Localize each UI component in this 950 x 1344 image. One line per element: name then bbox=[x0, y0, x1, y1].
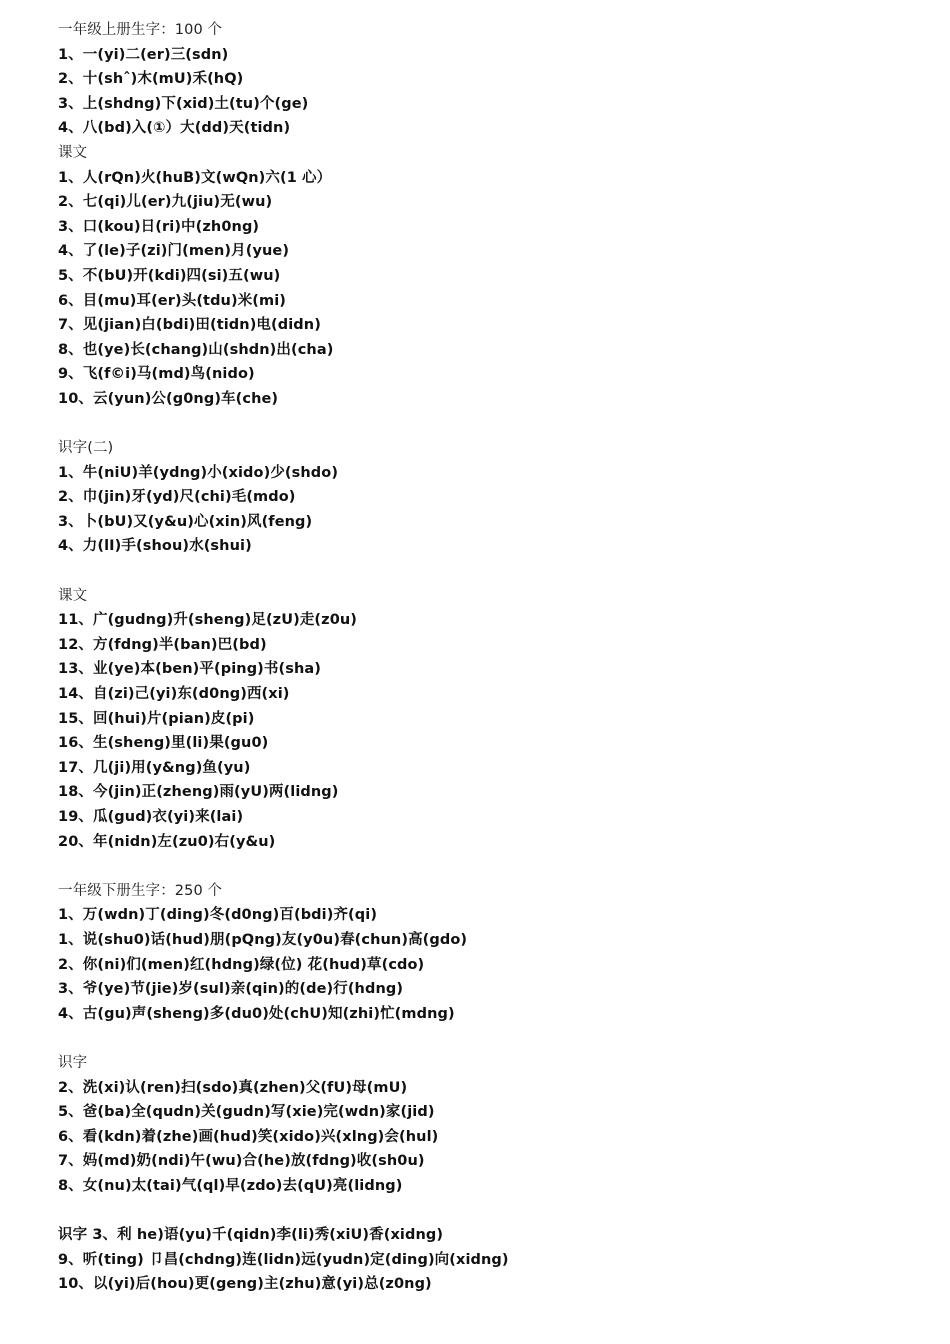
list-item: 3、上(shdng)下(xid)土(tu)个(ge) bbox=[58, 95, 309, 112]
list-item: 1、万(wdn)丁(ding)冬(d0ng)百(bdi)齐(qi) bbox=[58, 907, 378, 924]
list-item: 9、飞(f©i)马(md)鸟(nido) bbox=[58, 366, 255, 383]
list-item: 1、人(rQn)火(huB)文(wQn)六(1 心） bbox=[58, 169, 332, 186]
list-item: 4、古(gu)声(sheng)多(du0)处(chU)知(zhi)忙(mdng) bbox=[58, 1005, 455, 1022]
list-item: 18、今(jin)正(zheng)雨(yU)两(lidng) bbox=[58, 784, 339, 801]
section-heading-lessons: 课文 bbox=[58, 144, 88, 161]
list-item: 17、几(ji)用(y&ng)鱼(yu) bbox=[58, 759, 251, 776]
list-item: 10、以(yi)后(hou)更(geng)主(zhu)意(yi)总(z0ng) bbox=[58, 1276, 432, 1293]
document-body bbox=[58, 18, 918, 1297]
blank-line bbox=[58, 854, 918, 879]
list-item: 11、广(gudng)升(sheng)足(zU)走(z0u) bbox=[58, 612, 358, 629]
blank-line bbox=[58, 412, 918, 437]
list-item: 4、力(lI)手(shou)水(shui) bbox=[58, 538, 252, 555]
list-item: 20、年(nidn)左(zu0)右(y&u) bbox=[58, 833, 276, 850]
list-item: 4、了(le)子(zi)门(men)月(yue) bbox=[58, 243, 290, 260]
list-item: 2、七(qi)儿(er)九(jiu)无(wu) bbox=[58, 194, 273, 211]
section-heading-grade1-vol2: 一年级下册生字：250 个 bbox=[58, 882, 223, 899]
list-item: 识字 3、利 he)语(yu)千(qidn)李(li)秀(xiU)香(xidng) bbox=[58, 1227, 444, 1244]
list-item: 9、听(ting) 卩昌(chdng)连(lidn)远(yudn)定(ding)向(xidng) bbox=[58, 1251, 509, 1268]
list-item: 1、牛(niU)羊(ydng)小(xido)少(shdo) bbox=[58, 464, 339, 481]
section-heading-literacy-2: 识字(二) bbox=[58, 440, 114, 457]
list-item: 1、说(shu0)话(hud)朋(pQng)友(y0u)春(chun)高(gdo) bbox=[58, 931, 468, 948]
list-item: 3、口(kou)日(ri)中(zh0ng) bbox=[58, 218, 260, 235]
list-item: 1、一(yi)二(er)三(sdn) bbox=[58, 46, 229, 63]
list-item: 8、也(ye)长(chang)山(shdn)出(cha) bbox=[58, 341, 334, 358]
list-item: 8、女(nu)太(tai)气(ql)早(zdo)去(qU)亮(lidng) bbox=[58, 1177, 403, 1194]
section-heading-lessons: 课文 bbox=[58, 587, 88, 604]
list-item: 19、瓜(gud)衣(yi)来(lai) bbox=[58, 809, 244, 825]
list-item: 6、看(kdn)着(zhe)画(hud)笑(xido)兴(xlng)会(hul) bbox=[58, 1128, 439, 1145]
list-item: 5、爸(ba)全(qudn)关(gudn)写(xie)完(wdn)家(jid) bbox=[58, 1104, 435, 1121]
list-item: 7、见(jian)白(bdi)田(tidn)电(didn) bbox=[58, 317, 321, 334]
list-item: 15、回(hui)片(pian)皮(pi) bbox=[58, 710, 255, 727]
list-item: 3、爷(ye)节(jie)岁(sul)亲(qin)的(de)行(hdng) bbox=[58, 981, 404, 998]
section-heading-grade1-vol1: 一年级上册生字：100 个 bbox=[58, 22, 223, 38]
list-item: 2、巾(jin)牙(yd)尺(chi)毛(mdo) bbox=[58, 489, 296, 506]
list-item: 3、卜(bU)又(y&u)心(xin)风(feng) bbox=[58, 513, 313, 530]
blank-line bbox=[58, 1199, 918, 1224]
list-item: 16、生(sheng)里(li)果(gu0) bbox=[58, 735, 269, 752]
section-heading-literacy: 识字 bbox=[58, 1054, 88, 1071]
blank-line bbox=[58, 559, 918, 584]
list-item: 6、目(mu)耳(er)头(tdu)米(mi) bbox=[58, 292, 287, 309]
list-item: 2、洗(xi)认(ren)扫(sdo)真(zhen)父(fU)母(mU) bbox=[58, 1079, 408, 1096]
list-item: 10、云(yun)公(g0ng)车(che) bbox=[58, 390, 279, 407]
list-item: 7、妈(md)奶(ndi)午(wu)合(he)放(fdng)收(sh0u) bbox=[58, 1153, 425, 1170]
list-item: 14、自(zi)己(yi)东(d0ng)西(xi) bbox=[58, 686, 290, 703]
list-item: 12、方(fdng)半(ban)巴(bd) bbox=[58, 636, 267, 653]
list-item: 2、你(ni)们(men)红(hdng)绿(位) 花(hud)草(cdo) bbox=[58, 956, 425, 973]
blank-line bbox=[58, 1026, 918, 1051]
list-item: 13、业(ye)本(ben)平(ping)书(sha) bbox=[58, 661, 322, 678]
list-item: 4、八(bd)入(①）大(dd)天(tidn) bbox=[58, 120, 291, 137]
list-item: 5、不(bU)开(kdi)四(si)五(wu) bbox=[58, 267, 281, 284]
list-item: 2、十(shˆ)木(mU)禾(hQ) bbox=[58, 71, 244, 88]
